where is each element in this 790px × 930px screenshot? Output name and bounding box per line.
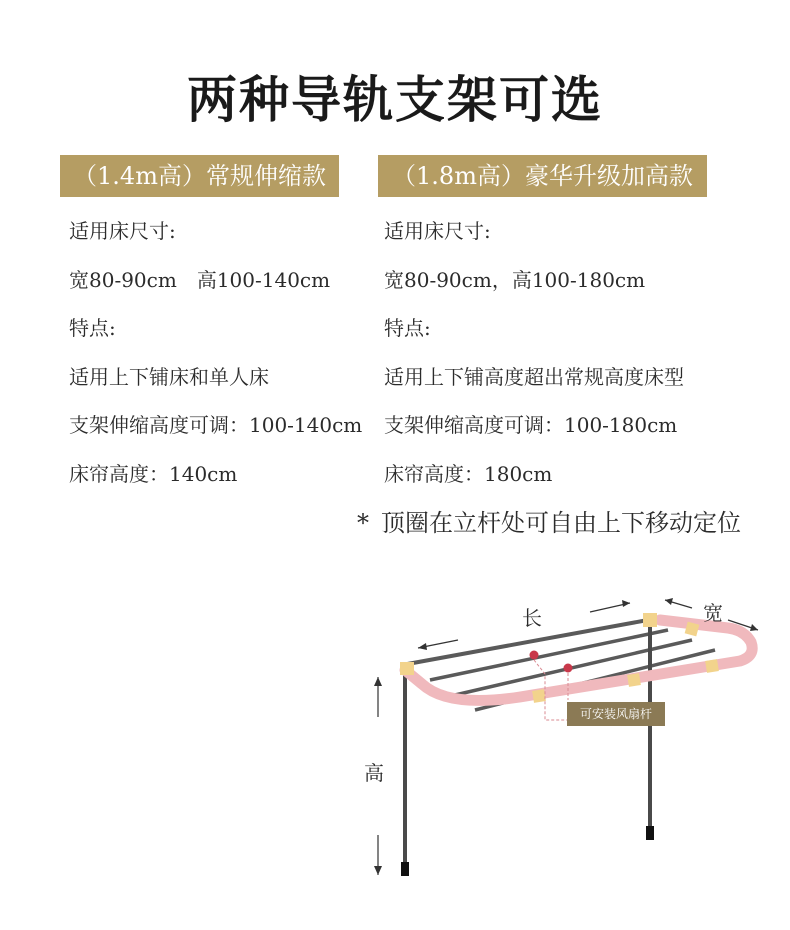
detail-row: 适用上下铺高度超出常规高度床型 xyxy=(384,364,684,389)
detail-row: 宽80-90cm，高100-180cm xyxy=(384,267,646,292)
arrow-head-icon xyxy=(418,643,427,650)
height-label: 高 xyxy=(364,761,384,785)
detail-row: 床帘高度：180cm xyxy=(384,461,553,486)
joint xyxy=(627,673,641,687)
footnote-text: 顶圈在立杆处可自由上下移动定位 xyxy=(381,509,741,537)
length-label: 长 xyxy=(522,606,542,630)
right-pole-foot xyxy=(646,826,654,840)
footnote-star: * xyxy=(357,509,369,537)
detail-row: 特点: xyxy=(69,316,116,340)
arrow-head-icon xyxy=(622,600,630,607)
joint xyxy=(705,659,719,673)
arrow-head-icon xyxy=(374,866,382,875)
option-banner-standard: （1.4m高）常规伸缩款 xyxy=(60,155,339,197)
width-label: 宽 xyxy=(703,601,723,625)
detail-row: 特点: xyxy=(384,316,431,340)
arrow-head-icon xyxy=(665,598,673,605)
fan-mount-tag: 可安装风扇杆 xyxy=(567,702,665,726)
detail-row: 适用床尺寸: xyxy=(384,219,491,243)
detail-row: 适用上下铺床和单人床 xyxy=(69,364,269,389)
detail-row: 适用床尺寸: xyxy=(69,219,176,243)
detail-row: 支架伸缩高度可调：100-180cm xyxy=(384,413,678,437)
page-title: 两种导轨支架可选 xyxy=(187,71,603,129)
detail-row: 床帘高度：140cm xyxy=(69,461,238,486)
option-banner-deluxe: （1.8m高）豪华升级加高款 xyxy=(378,155,707,197)
left-pole-foot xyxy=(401,862,409,876)
detail-row: 支架伸缩高度可调：100-140cm xyxy=(69,413,363,437)
joint xyxy=(400,662,414,675)
joint xyxy=(532,689,546,703)
fan-mount-dot xyxy=(564,664,573,673)
arrow-head-icon xyxy=(750,624,758,631)
detail-row: 宽80-90cm 高100-140cm xyxy=(69,267,331,292)
arrow-head-icon xyxy=(374,677,382,686)
fan-mount-dot xyxy=(530,651,539,660)
joint xyxy=(643,613,657,627)
